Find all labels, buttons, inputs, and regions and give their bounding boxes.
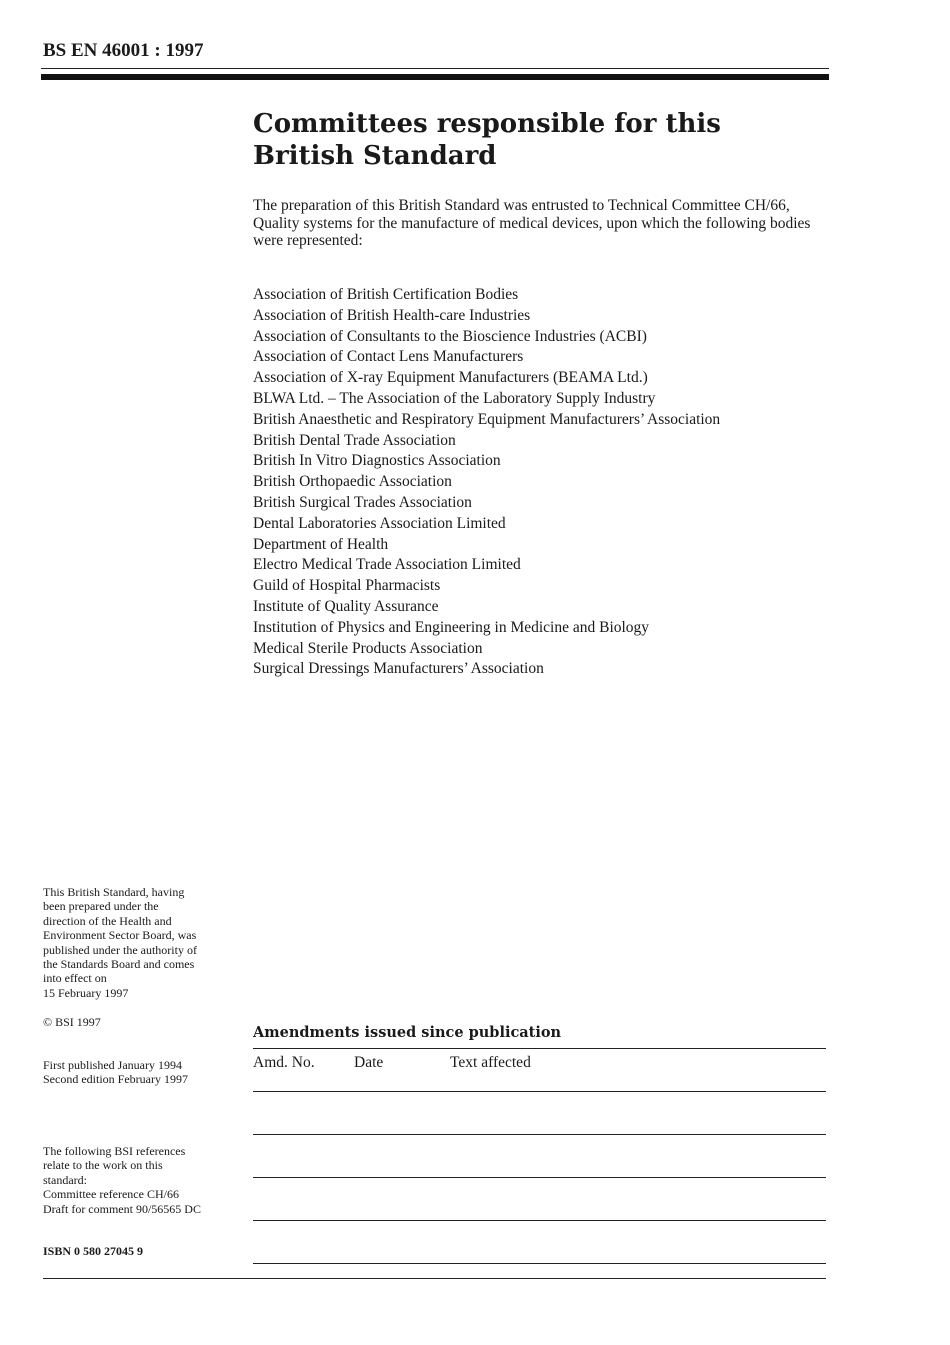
represented-bodies-list xyxy=(253,285,813,680)
header-rule-thick xyxy=(41,74,829,80)
table-row xyxy=(253,1221,826,1264)
column-header-text-affected: Text affected xyxy=(450,1054,531,1071)
bsi-references xyxy=(43,1144,233,1216)
list-item: Surgical Dressings Manufacturers’ Association xyxy=(253,660,544,678)
list-item: British In Vitro Diagnostics Association xyxy=(253,452,501,470)
list-item: Association of British Health-care Industries xyxy=(253,306,531,324)
table-row xyxy=(253,1092,826,1135)
page-title-line: Committees responsible for this xyxy=(253,109,721,139)
intro-paragraph: The preparation of this British Standard was entrusted to Technical Committee CH/66, Quality systems for the manufacture of medical devices, upon which the following bodies were represented: xyxy=(253,197,811,249)
amendments-heading: Amendments issued since publication xyxy=(253,1024,562,1041)
list-item: Dental Laboratories Association Limited xyxy=(253,514,506,532)
standard-number: BS EN 46001 : 1997 xyxy=(43,40,204,61)
amendments-table xyxy=(253,1048,826,1264)
approval-note-line: This British Standard, having xyxy=(43,885,185,899)
bsi-references-line: Committee reference CH/66 xyxy=(43,1187,179,1202)
approval-note-line: 15 February 1997 xyxy=(43,985,129,1000)
header-rule-thin xyxy=(41,68,829,69)
list-item: Association of Contact Lens Manufacturers xyxy=(253,348,524,366)
publication-history-line: First published January 1994 xyxy=(43,1058,182,1072)
list-item: Electro Medical Trade Association Limited xyxy=(253,556,521,574)
list-item: Guild of Hospital Pharmacists xyxy=(253,577,441,595)
publication-history xyxy=(43,1058,233,1087)
list-item: Association of Consultants to the Bioscience Industries (ACBI) xyxy=(253,327,647,345)
list-item: British Dental Trade Association xyxy=(253,431,456,449)
approval-note-line: published under the authority of xyxy=(43,942,197,957)
list-item: BLWA Ltd. – The Association of the Laboratory Supply Industry xyxy=(253,389,656,407)
bsi-references-line: relate to the work on this xyxy=(43,1158,163,1173)
bsi-references-line: The following BSI references xyxy=(43,1144,186,1158)
table-row xyxy=(253,1135,826,1178)
list-item: Institution of Physics and Engineering in Medicine and Biology xyxy=(253,618,650,636)
approval-note-line: the Standards Board and comes xyxy=(43,957,195,972)
column-header-date: Date xyxy=(354,1054,384,1071)
footer-rule xyxy=(43,1278,826,1279)
list-item: Department of Health xyxy=(253,535,389,553)
list-item: Association of X-ray Equipment Manufacturers (BEAMA Ltd.) xyxy=(253,369,648,387)
copyright-notice: © BSI 1997 xyxy=(43,1015,101,1029)
list-item: Association of British Certification Bodies xyxy=(253,286,519,303)
approval-note-line: Environment Sector Board, was xyxy=(43,928,197,943)
approval-note-line: been prepared under the xyxy=(43,899,159,914)
table-row xyxy=(253,1178,826,1221)
page-title-line: British Standard xyxy=(253,141,497,171)
list-item: Institute of Quality Assurance xyxy=(253,597,439,615)
list-item: British Anaesthetic and Respiratory Equipment Manufacturers’ Association xyxy=(253,410,721,428)
approval-note-line: into effect on xyxy=(43,971,107,986)
list-item: British Surgical Trades Association xyxy=(253,493,472,511)
approval-note-line: direction of the Health and xyxy=(43,913,172,928)
amendments-table-header xyxy=(253,1048,826,1092)
isbn: ISBN 0 580 27045 9 xyxy=(43,1244,144,1258)
bsi-references-line: standard: xyxy=(43,1172,87,1187)
list-item: British Orthopaedic Association xyxy=(253,473,452,491)
column-header-amd-no: Amd. No. xyxy=(253,1054,315,1071)
approval-note xyxy=(43,885,233,1000)
bsi-references-line: Draft for comment 90/56565 DC xyxy=(43,1201,201,1216)
publication-history-line: Second edition February 1997 xyxy=(43,1072,188,1087)
page-title xyxy=(253,108,813,172)
list-item: Medical Sterile Products Association xyxy=(253,639,483,657)
